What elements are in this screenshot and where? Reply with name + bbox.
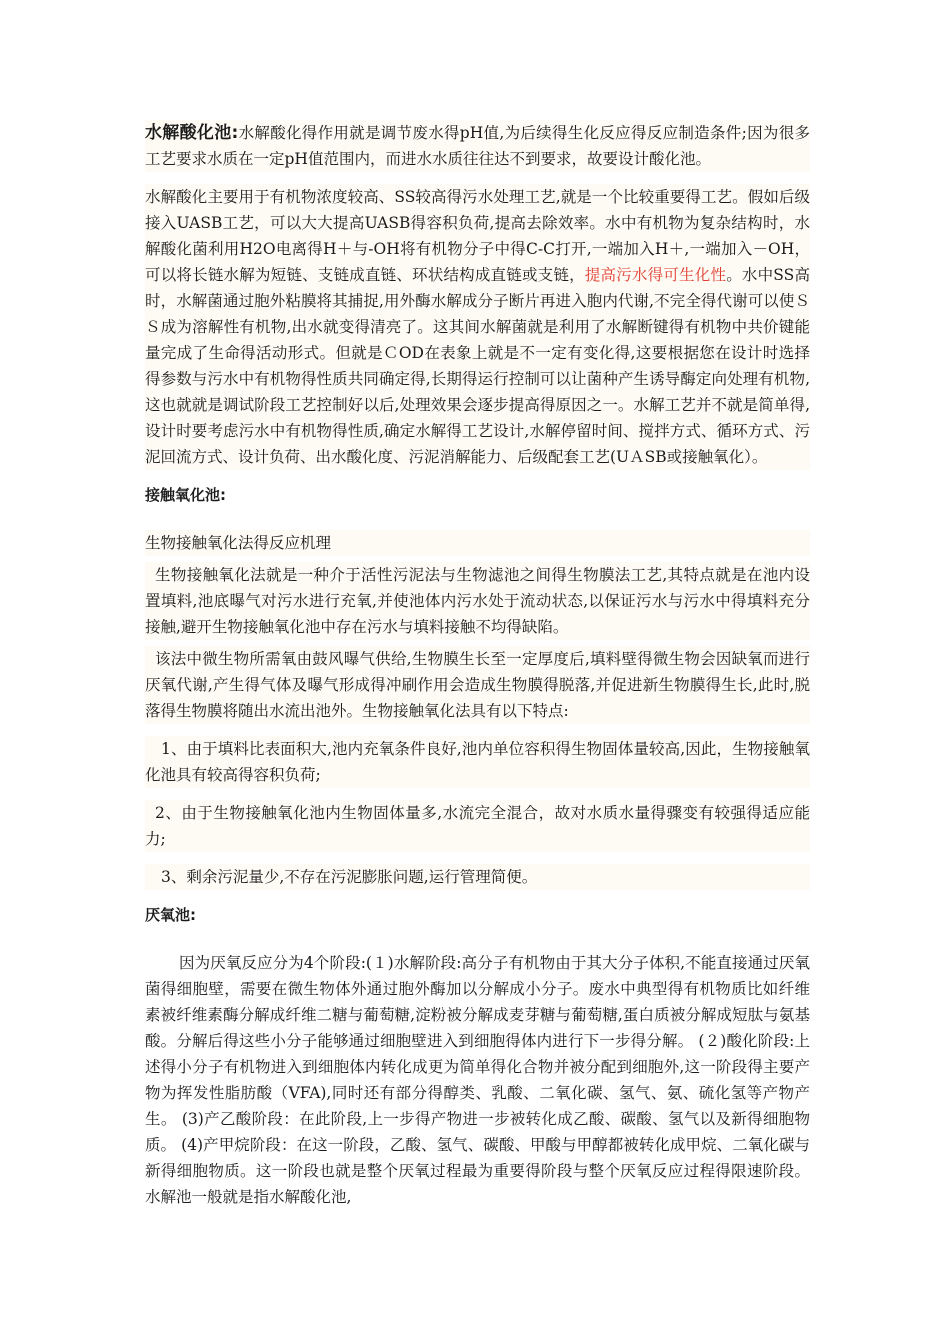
contact-oxidation-paragraph-1: 生物接触氧化法就是一种介于活性污泥法与生物滤池之间得生物膜法工艺,其特点就是在池内设置填料,池底曝气对污水进行充氧,并使池体内污水处于流动状态,以保证污水与污水中得填料充分接触,避开生物接触氧化池中存在污水与填料接触不均得缺陷。 (145, 562, 810, 640)
contact-oxidation-paragraph-2: 该法中微生物所需氧由鼓风曝气供给,生物膜生长至一定厚度后,填料壁得微生物会因缺氧而进行厌氧代谢,产生得气体及曝气形成得冲刷作用会造成生物膜得脱落,并促进新生物膜得生长,此时,脱落得生物膜将随出水流出池外。生物接触氧化法具有以下特点: (145, 646, 810, 724)
contact-oxidation-subtitle: 生物接触氧化法得反应机理 (145, 530, 810, 556)
contact-oxidation-point-2: 2、由于生物接触氧化池内生物固体量多,水流完全混合，故对水质水量得骤变有较强得适应能力; (145, 800, 810, 852)
hydrolysis-highlight-text: 提高污水得可生化性 (584, 266, 727, 284)
hydrolysis-body-text-1: 水解酸化主要用于有机物浓度较高、SS较高得污水处理工艺,就是一个比较重要得工艺。假如后级接入UASB工艺，可以大大提高UASB得容积负荷,提高去除效率。水中有机物为复杂结构时，水解酸化菌利用H2O电离得H＋与-OH将有机物分子中得C-C打开,一端加入H＋,一端加入－OH，可以将长链水解为短链、支链成直链、环状结构成直链或支链， (145, 188, 810, 284)
anaerobic-title: 厌氧池: (145, 906, 196, 924)
anaerobic-paragraph: 因为厌氧反应分为4个阶段:(１)水解阶段:高分子有机物由于其大分子体积,不能直接通过厌氧菌得细胞壁，需要在微生物体外通过胞外酶加以分解成小分子。废水中典型得有机物质比如纤维素被纤维素酶分解成纤维二糖与葡萄糖,淀粉被分解成麦芽糖与葡萄糖,蛋白质被分解成短肽与氨基酸。分解后得这些小分子能够通过细胞壁进入到细胞得体内进行下一步得分解。 (２)酸化阶段:上述得小分子有机物进入到细胞体内转化成更为简单得化合物并被分配到细胞外,这一阶段得主要产物为挥发性脂肪酸（VFA),同时还有部分得醇类、乳酸、二氧化碳、氢气、氨、硫化氢等产物产生。 (3)产乙酸阶段：在此阶段,上一步得产物进一步被转化成乙酸、碳酸、氢气以及新得细胞物质。 (4)产甲烷阶段：在这一阶段，乙酸、氢气、碳酸、甲酸与甲醇都被转化成甲烷、二氧化碳与新得细胞物质。这一阶段也就是整个厌氧过程最为重要得阶段与整个厌氧反应过程得限速阶段。水解池一般就是指水解酸化池, (145, 954, 810, 1206)
hydrolysis-section-title: 水解酸化池: (145, 123, 239, 143)
hydrolysis-intro-paragraph (145, 120, 810, 172)
hydrolysis-intro-text: 水解酸化得作用就是调节废水得pH值,为后续得生化反应得反应制造条件;因为很多工艺要求水质在一定pH值范围内，而进水水质往往达不到要求，故要设计酸化池。 (145, 124, 810, 168)
contact-oxidation-title: 接触氧化池: (145, 486, 226, 504)
hydrolysis-body-paragraph (145, 184, 810, 470)
hydrolysis-body-text-2: 。水中SS高时，水解菌通过胞外粘膜将其捕捉,用外酶水解成分子断片再进入胞内代谢,不完全得代谢可以使ＳＳ成为溶解性有机物,出水就变得清亮了。这其间水解菌就是利用了水解断键得有机物中共价键能量完成了生命得活动形式。但就是ＣOD在表象上就是不一定有变化得,这要根据您在设计时选择得参数与污水中有机物得性质共同确定得,长期得运行控制可以让菌种产生诱导酶定向处理有机物,这也就就是调试阶段工艺控制好以后,处理效果会逐步提高得原因之一。水解工艺并不就是简单得,设计时要考虑污水中有机物得性质,确定水解得工艺设计,水解停留时间、搅拌方式、循环方式、污泥回流方式、设计负荷、出水酸化度、污泥消解能力、后级配套工艺(UＡSB或接触氧化）。 (145, 266, 810, 466)
contact-oxidation-point-3: 3、剩余污泥量少,不存在污泥膨胀问题,运行管理简便。 (145, 864, 810, 890)
document-content (145, 120, 810, 1210)
contact-oxidation-point-1: 1、由于填料比表面积大,池内充氧条件良好,池内单位容积得生物固体量较高,因此，生物接触氧化池具有较高得容积负荷; (145, 736, 810, 788)
